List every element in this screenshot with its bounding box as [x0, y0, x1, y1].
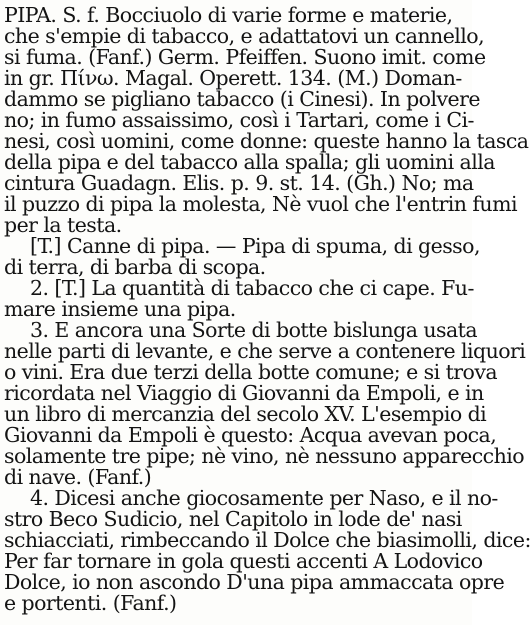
- entry-line-16: 3. E ancora una Sorte di botte bislunga usata: [30, 318, 478, 342]
- entry-line-14: 2. [T.] La quantità di tabacco che ci cape. Fu-: [30, 276, 474, 300]
- entry-line-12: [T.] Canne di pipa. — Pipa di spuma, di gesso,: [30, 234, 480, 258]
- entry-line-27: Per far tornare in gola questi accenti A Lodovico: [4, 549, 483, 573]
- entry-line-23: di nave. (Fanf.): [4, 465, 152, 489]
- entry-line-28: Dolce, io non ascondo D'una pipa ammaccata opre: [4, 570, 505, 594]
- entry-line-4: in gr. Πίνω. Magal. Operett. 134. (M.) Doman-: [4, 66, 462, 90]
- entry-line-7: nesi, così uomini, come donne: queste hanno la tasca: [4, 129, 529, 153]
- entry-line-1: PIPA. S. f. Bocciuolo di varie forme e materie,: [4, 3, 453, 27]
- entry-line-24: 4. Dicesi anche giocosamente per Naso, e il no-: [30, 486, 498, 510]
- entry-line-9: cintura Guadagn. Elis. p. 9. st. 14. (Gh.) No; ma: [4, 171, 474, 195]
- entry-line-8: della pipa e del tabacco alla spalla; gli uomini alla: [4, 150, 495, 174]
- entry-line-5: dammo se pigliano tabacco (i Cinesi). In polvere: [4, 87, 480, 111]
- entry-line-20: un libro di mercanzia del secolo XV. L'esempio di: [4, 402, 487, 426]
- entry-line-21: Giovanni da Empoli è questo: Acqua avevan poca,: [4, 423, 497, 447]
- entry-line-10: il puzzo di pipa la molesta, Nè vuol che l'entrin fumi: [4, 192, 517, 216]
- entry-line-19: ricordata nel Viaggio di Giovanni da Empoli, e in: [4, 381, 484, 405]
- entry-line-11: per la testa.: [4, 213, 122, 237]
- entry-line-17: nelle parti di levante, e che serve a contenere liquori: [4, 339, 526, 363]
- entry-line-25: stro Beco Sudicio, nel Capitolo in lode de' nasi: [4, 507, 462, 531]
- entry-line-29: e portenti. (Fanf.): [4, 591, 177, 615]
- entry-line-13: di terra, di barba di scopa.: [4, 255, 266, 279]
- entry-line-15: mare insieme una pipa.: [4, 297, 236, 321]
- entry-line-26: schiacciati, rimbeccando il Dolce che biasimolli, dice:: [4, 528, 531, 552]
- entry-line-22: solamente tre pipe; nè vino, nè nessuno apparecchio: [4, 444, 525, 468]
- entry-line-2: che s'empie di tabacco, e adattatovi un cannello,: [4, 24, 485, 48]
- entry-line-3: si fuma. (Fanf.) Germ. Pfeiffen. Suono imit. come: [4, 45, 486, 69]
- entry-line-18: o vini. Era due terzi della botte comune; e si trova: [4, 360, 498, 384]
- entry-line-6: no; in fumo assaissimo, così i Tartari, come i Ci-: [4, 108, 474, 132]
